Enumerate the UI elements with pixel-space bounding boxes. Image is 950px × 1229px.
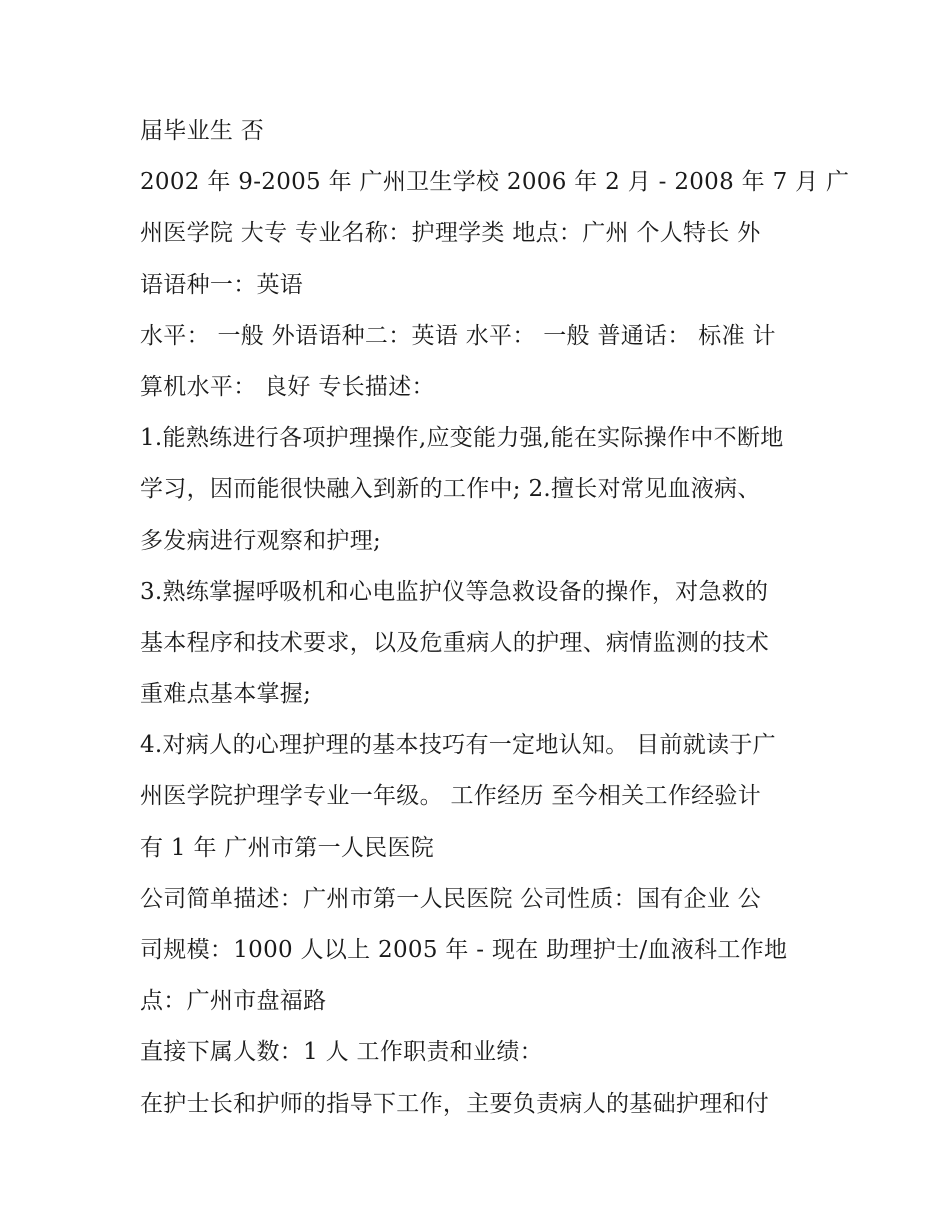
text-line: 语语种一：英语 [140,271,304,298]
text-line: 水平： 一般 外语语种二：英语 水平： 一般 普通话： 标准 计 [140,322,776,349]
text-line: 基本程序和技术要求，以及危重病人的护理、病情监测的技术 [140,629,770,656]
text-line: 直接下属人数：1 人 工作职责和业绩： [140,1039,543,1066]
text-line: 多发病进行观察和护理; [140,527,382,554]
text-line: 州医学院护理学专业一年级。 工作经历 至今相关工作经验计 [140,783,762,810]
text-line: 州医学院 大专 专业名称：护理学类 地点：广州 个人特长 外 [140,220,761,247]
text-line: 点：广州市盘福路 [140,988,327,1015]
text-line: 3.熟练掌握呼吸机和心电监护仪等急救设备的操作，对急救的 [140,578,769,605]
document-body [140,106,850,1130]
text-line: 算机水平： 良好 专长描述： [140,373,435,400]
text-line: 4.对病人的心理护理的基本技巧有一定地认知。 目前就读于广 [140,732,776,759]
text-line: 1.能熟练进行各项护理操作,应变能力强,能在实际操作中不断地 [140,425,784,452]
text-line: 司规模：1000 人以上 2005 年 - 现在 助理护士/血液科工作地 [140,937,788,963]
text-line: 在护士长和护师的指导下工作，主要负责病人的基础护理和付 [140,1090,770,1117]
text-line: 届毕业生 否 [140,118,265,144]
text-line: 重难点基本掌握; [140,681,312,708]
text-line: 公司简单描述：广州市第一人民医院 公司性质：国有企业 公 [140,885,762,912]
text-line: 学习，因而能很快融入到新的工作中; 2.擅长对常见血液病、 [140,476,761,503]
text-line: 有 1 年 广州市第一人民医院 [140,834,435,861]
text-line: 2002 年 9-2005 年 广州卫生学校 2006 年 2 月 - 2008 年 7 月 广 [140,169,850,196]
